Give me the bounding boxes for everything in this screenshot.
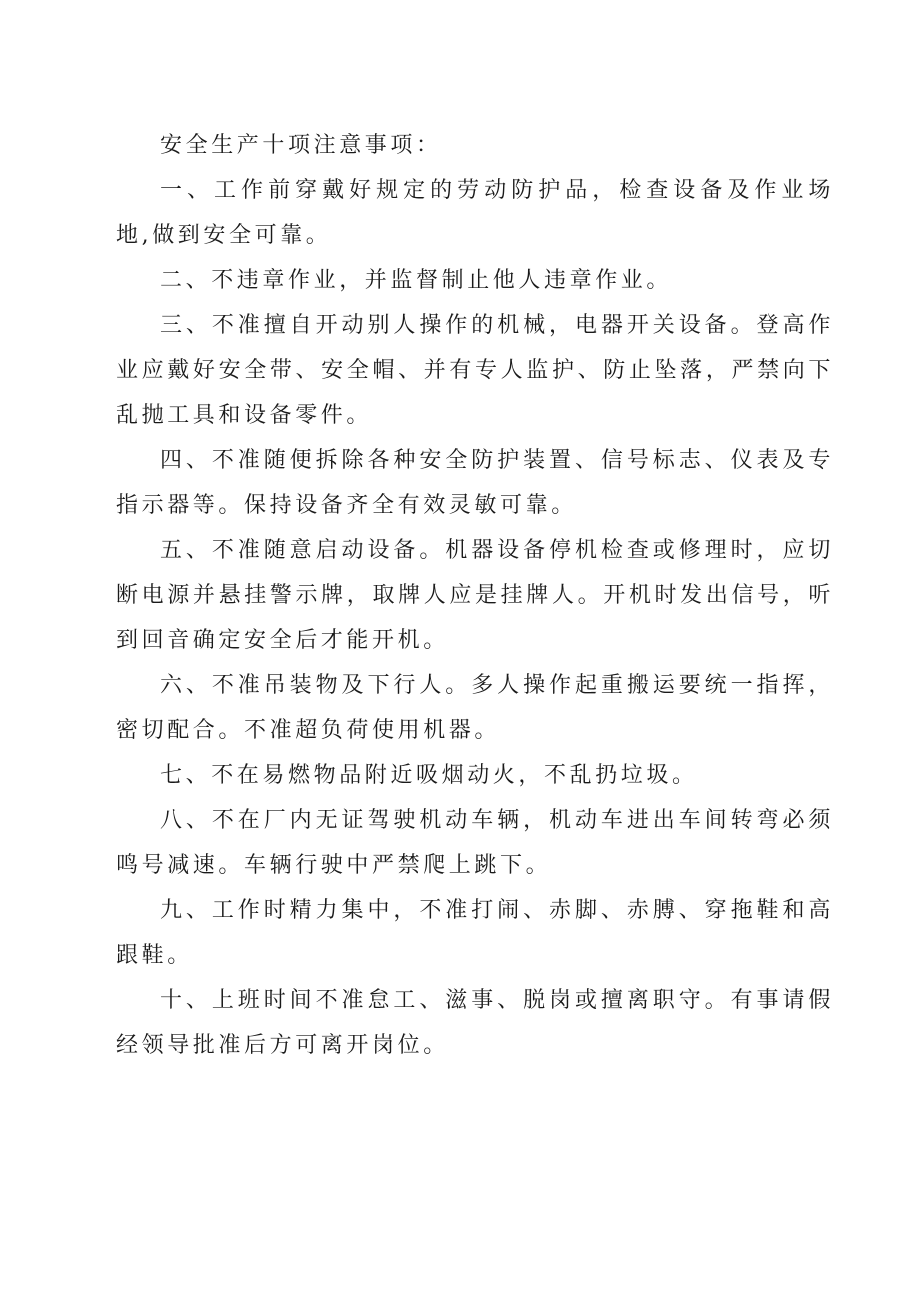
list-item: 三、不准擅自开动别人操作的机械，电器开关设备。登高作业应戴好安全带、安全帽、并有专人监护、防止坠落，严禁向下乱抛工具和设备零件。 [116,313,834,428]
list-item: 十、上班时间不准怠工、滋事、脱岗或擅离职守。有事请假经领导批准后方可离开岗位。 [116,988,834,1058]
list-item: 二、不违章作业，并监督制止他人违章作业。 [160,268,673,293]
document-body [116,123,834,1068]
list-item: 一、工作前穿戴好规定的劳动防护品，检查设备及作业场地,做到安全可靠。 [116,178,834,248]
list-item: 五、不准随意启动设备。机器设备停机检查或修理时，应切断电源并悬挂警示牌，取牌人应是挂牌人。开机时发出信号，听到回音确定安全后才能开机。 [116,538,834,653]
list-item: 四、不准随便拆除各种安全防护装置、信号标志、仪表及专指示器等。保持设备齐全有效灵敏可靠。 [116,448,834,518]
document-heading: 安全生产十项注意事项： [160,133,442,158]
list-item: 六、不准吊装物及下行人。多人操作起重搬运要统一指挥，密切配合。不准超负荷使用机器。 [116,673,834,743]
list-item: 七、不在易燃物品附近吸烟动火，不乱扔垃圾。 [160,763,698,788]
list-item: 八、不在厂内无证驾驶机动车辆，机动车进出车间转弯必须鸣号减速。车辆行驶中严禁爬上跳下。 [116,808,834,878]
list-item: 九、工作时精力集中，不准打闹、赤脚、赤膊、穿拖鞋和高跟鞋。 [116,898,834,968]
